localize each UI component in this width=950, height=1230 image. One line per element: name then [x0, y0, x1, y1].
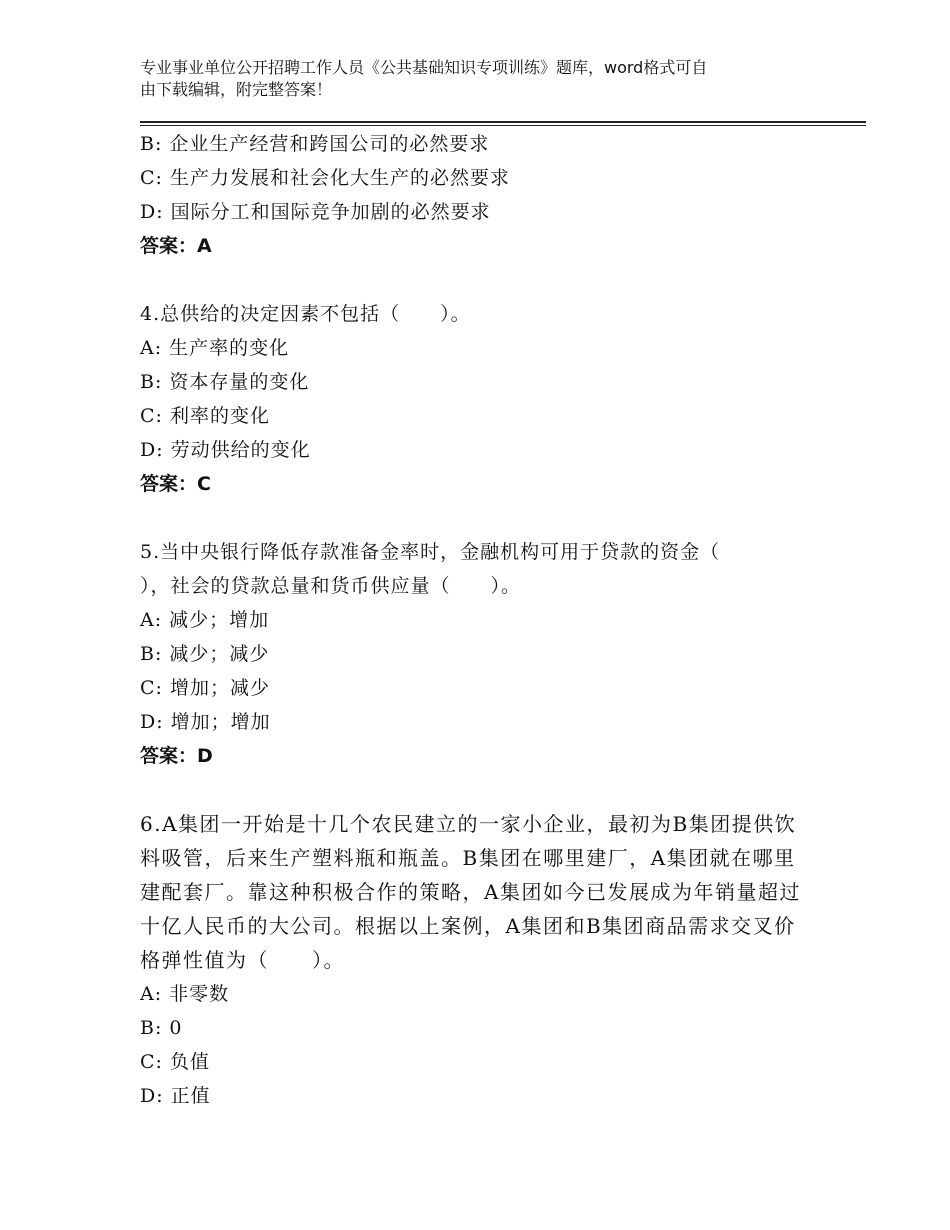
question-stem: 4.总供给的决定因素不包括（ ）。 — [140, 303, 471, 325]
option-c: C: 生产力发展和社会化大生产的必然要求 — [140, 167, 510, 189]
question-spacer — [140, 263, 820, 297]
option-c: C: 负值 — [140, 1051, 210, 1073]
question-stem-line-2: ），社会的贷款总量和货币供应量（ ）。 — [140, 575, 522, 597]
question-spacer — [140, 773, 820, 807]
header-line-2: 由下载编辑，附完整答案！ — [140, 80, 333, 99]
question-6 — [140, 807, 820, 1113]
option-a: A: 生产率的变化 — [140, 337, 290, 359]
option-b: B: 0 — [140, 1017, 183, 1039]
question-3 — [140, 127, 820, 263]
question-4 — [140, 297, 820, 501]
question-stem-line-2: 料吸管，后来生产塑料瓶和瓶盖。B集团在哪里建厂，A集团就在哪里 — [140, 846, 796, 870]
option-d: D: 劳动供给的变化 — [140, 439, 311, 461]
option-b: B: 减少；减少 — [140, 643, 270, 665]
question-stem-line-5: 格弹性值为（ ）。 — [140, 948, 345, 972]
question-stem-line-1: 6.A集团一开始是十几个农民建立的一家小企业，最初为B集团提供饮 — [140, 812, 797, 836]
option-d: D: 增加；增加 — [140, 711, 271, 733]
option-d: D: 正值 — [140, 1085, 211, 1107]
option-c: C: 利率的变化 — [140, 405, 270, 427]
question-5 — [140, 535, 820, 773]
option-b: B: 资本存量的变化 — [140, 371, 310, 393]
header-rule-thick — [140, 121, 866, 123]
question-stem-line-1: 5.当中央银行降低存款准备金率时，金融机构可用于贷款的资金（ — [140, 541, 721, 563]
header-line-1: 专业事业单位公开招聘工作人员《公共基础知识专项训练》题库，word格式可自 — [140, 58, 708, 77]
question-stem-line-4: 十亿人民币的大公司。根据以上案例，A集团和B集团商品需求交叉价 — [140, 914, 796, 938]
question-spacer — [140, 501, 820, 535]
option-d: D: 国际分工和国际竞争加剧的必然要求 — [140, 201, 491, 223]
question-stem-line-3: 建配套厂。靠这种积极合作的策略，A集团如今已发展成为年销量超过 — [140, 880, 801, 904]
option-a: A: 减少；增加 — [140, 609, 270, 631]
question-list — [140, 127, 820, 1113]
answer-label: 答案：C — [140, 473, 211, 495]
answer-label: 答案：A — [140, 235, 212, 257]
option-b: B: 企业生产经营和跨国公司的必然要求 — [140, 133, 490, 155]
answer-label: 答案：D — [140, 745, 213, 767]
header-rule-thin — [140, 125, 866, 126]
document-header — [140, 57, 820, 101]
option-c: C: 增加；减少 — [140, 677, 270, 699]
option-a: A: 非零数 — [140, 983, 230, 1005]
